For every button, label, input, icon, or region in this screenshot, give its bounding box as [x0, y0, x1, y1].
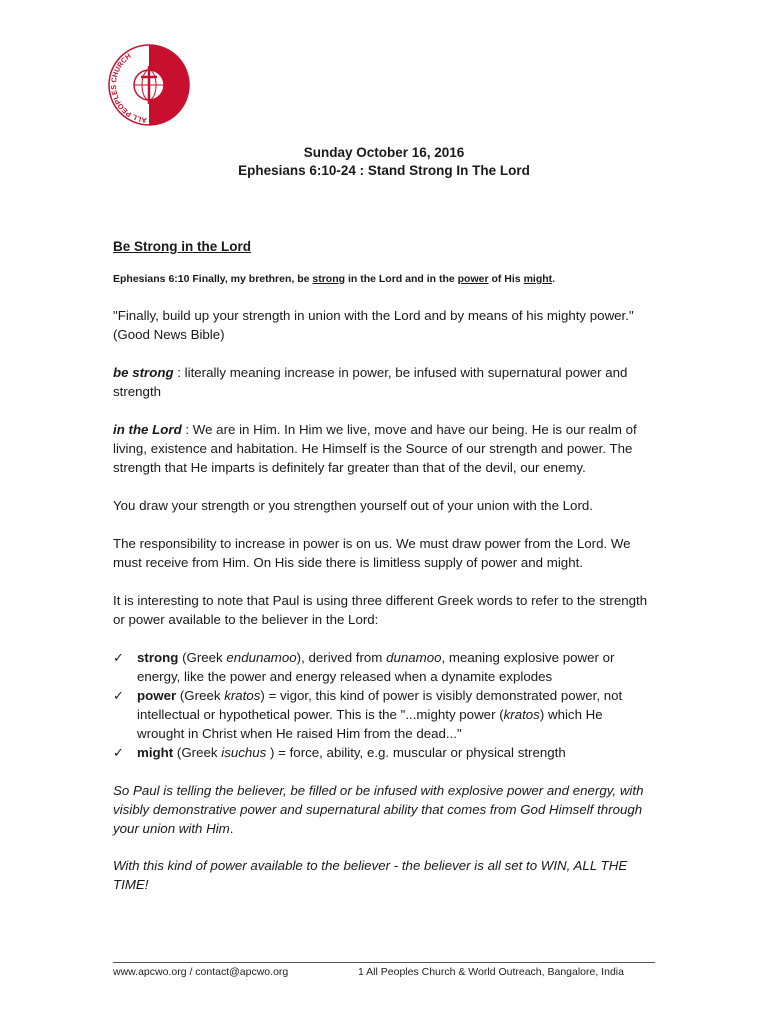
- sermon-date: Sunday October 16, 2016: [303, 145, 465, 160]
- paragraph-greek-words: It is interesting to note that Paul is using three different Greek words to refer to the strength or power available to the believer in the Lord:: [113, 593, 648, 627]
- logo-text: ALL PEOPLES CHURCH: [108, 51, 148, 125]
- list-item: ✓ power (Greek kratos) = vigor, this kind of power is visibly demonstrated power, not intellectual or hypothetical power. This is the "...mighty power (kratos) which He wrought in Christ when He raised Him from the dead...": [113, 688, 623, 741]
- checkmark-icon: ✓: [113, 650, 124, 665]
- greek-words-list: [113, 648, 653, 762]
- paragraph-so-paul: So Paul is telling the believer, be filled or be infused with explosive power and energy, with visibly demonstrative power and supernatural ability that comes from God Himself through your union with Him.: [113, 783, 644, 836]
- paragraph-responsibility: The responsibility to increase in power is on us. We must draw power from the Lord. We must receive from Him. On His side there is limitless supply of power and might.: [113, 536, 631, 570]
- paragraph-be-strong: be strong : literally meaning increase in power, be infused with supernatural power and strength: [113, 365, 628, 399]
- checkmark-icon: ✓: [113, 688, 124, 703]
- paragraph-gnb: "Finally, build up your strength in union with the Lord and by means of his mighty power." (Good News Bible): [113, 308, 634, 342]
- list-item: ✓ might (Greek isuchus ) = force, ability, e.g. muscular or physical strength: [113, 745, 566, 760]
- sermon-title: Ephesians 6:10-24 : Stand Strong In The Lord: [238, 163, 530, 178]
- paragraph-in-the-lord: in the Lord : We are in Him. In Him we live, move and have our being. He is our realm of living, existence and habitation. He Himself is the Source of our strength and power. The strength that He imparts is definitely far greater than that of the devil, our enemy.: [113, 422, 637, 475]
- section-title: Be Strong in the Lord: [113, 239, 251, 254]
- paragraph-draw-strength: You draw your strength or you strengthen yourself out of your union with the Lord.: [113, 498, 593, 513]
- church-logo: [108, 44, 190, 126]
- paragraph-win: With this kind of power available to the believer - the believer is all set to WIN, ALL THE TIME!: [113, 858, 628, 892]
- footer-divider: [113, 962, 655, 963]
- footer-page-org: 1 All Peoples Church & World Outreach, Bangalore, India: [358, 966, 624, 978]
- verse-text: Ephesians 6:10 Finally, my brethren, be strong in the Lord and in the power of His might.: [113, 273, 556, 285]
- list-item: ✓ strong (Greek endunamoo), derived from dunamoo, meaning explosive power or energy, like the power and energy released when a dynamite explodes: [113, 650, 615, 684]
- footer-contact: www.apcwo.org / contact@apcwo.org: [113, 966, 289, 978]
- checkmark-icon: ✓: [113, 745, 124, 760]
